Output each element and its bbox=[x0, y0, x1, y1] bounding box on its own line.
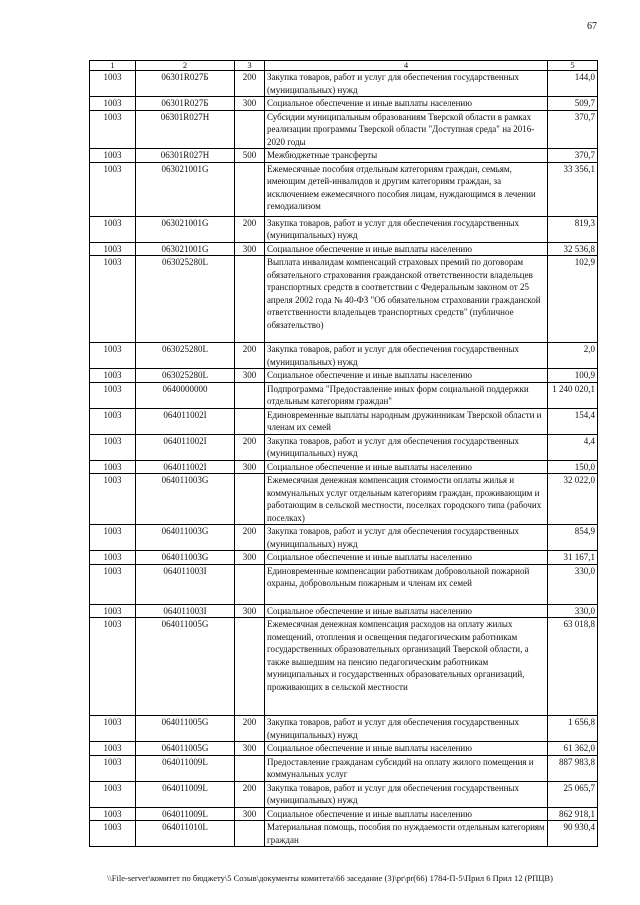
amount-cell: 150,0 bbox=[548, 460, 598, 474]
table-row bbox=[90, 755, 598, 781]
amount-cell: 90 930,4 bbox=[548, 821, 598, 847]
target-article-cell: 063021001G bbox=[136, 162, 235, 216]
description-cell: Социальное обеспечение и иные выплаты населению bbox=[265, 460, 548, 474]
expense-type-cell: 300 bbox=[235, 807, 265, 821]
expense-type-cell bbox=[235, 618, 265, 716]
expense-type-cell: 300 bbox=[235, 604, 265, 618]
table-row bbox=[90, 382, 598, 408]
description-cell: Ежемесячные пособия отдельным категориям граждан, семьям, имеющим детей-инвалидов и другим категориям граждан, за исключением ежемесячного пособия лицам, нуждающимся в лечении гемодиализом bbox=[265, 162, 548, 216]
section-code-cell: 1003 bbox=[90, 97, 136, 111]
description-cell: Субсидии муниципальным образованиям Тверской области в рамках реализации программы Тверской области "Доступная среда" на 2016-2020 годы bbox=[265, 110, 548, 149]
table-row bbox=[90, 71, 598, 97]
section-code-cell: 1003 bbox=[90, 162, 136, 216]
description-cell: Социальное обеспечение и иные выплаты населению bbox=[265, 742, 548, 756]
amount-cell: 32 536,8 bbox=[548, 242, 598, 256]
amount-cell: 100,9 bbox=[548, 369, 598, 383]
header-cell-3: 3 bbox=[235, 61, 265, 71]
target-article-cell: 064011005G bbox=[136, 618, 235, 716]
amount-cell: 1 656,8 bbox=[548, 716, 598, 742]
description-cell: Закупка товаров, работ и услуг для обеспечения государственных (муниципальных) нужд bbox=[265, 716, 548, 742]
section-code-cell: 1003 bbox=[90, 781, 136, 807]
budget-table-container bbox=[89, 60, 597, 847]
description-cell: Социальное обеспечение и иные выплаты населению bbox=[265, 551, 548, 565]
section-code-cell: 1003 bbox=[90, 149, 136, 163]
amount-cell: 32 022,0 bbox=[548, 474, 598, 525]
table-row bbox=[90, 408, 598, 434]
target-article-cell: 06301R027Н bbox=[136, 149, 235, 163]
header-cell-1: 1 bbox=[90, 61, 136, 71]
amount-cell: 102,9 bbox=[548, 256, 598, 343]
section-code-cell: 1003 bbox=[90, 564, 136, 604]
expense-type-cell bbox=[235, 408, 265, 434]
expense-type-cell: 300 bbox=[235, 460, 265, 474]
section-code-cell: 1003 bbox=[90, 742, 136, 756]
expense-type-cell bbox=[235, 110, 265, 149]
expense-type-cell bbox=[235, 256, 265, 343]
expense-type-cell: 500 bbox=[235, 149, 265, 163]
expense-type-cell bbox=[235, 162, 265, 216]
target-article-cell: 064011010L bbox=[136, 821, 235, 847]
table-row bbox=[90, 460, 598, 474]
amount-cell: 1 240 020,1 bbox=[548, 382, 598, 408]
table-row bbox=[90, 434, 598, 460]
target-article-cell: 063025280L bbox=[136, 343, 235, 369]
expense-type-cell: 200 bbox=[235, 216, 265, 242]
description-cell: Закупка товаров, работ и услуг для обеспечения государственных (муниципальных) нужд bbox=[265, 525, 548, 551]
expense-type-cell: 300 bbox=[235, 97, 265, 111]
expense-type-cell: 200 bbox=[235, 71, 265, 97]
section-code-cell: 1003 bbox=[90, 716, 136, 742]
section-code-cell: 1003 bbox=[90, 343, 136, 369]
amount-cell: 330,0 bbox=[548, 564, 598, 604]
section-code-cell: 1003 bbox=[90, 382, 136, 408]
table-row bbox=[90, 618, 598, 716]
amount-cell: 2,0 bbox=[548, 343, 598, 369]
amount-cell: 854,9 bbox=[548, 525, 598, 551]
target-article-cell: 064011003I bbox=[136, 604, 235, 618]
table-row bbox=[90, 242, 598, 256]
amount-cell: 509,7 bbox=[548, 97, 598, 111]
description-cell: Социальное обеспечение и иные выплаты населению bbox=[265, 242, 548, 256]
amount-cell: 61 362,0 bbox=[548, 742, 598, 756]
table-row bbox=[90, 716, 598, 742]
target-article-cell: 064011002I bbox=[136, 460, 235, 474]
section-code-cell: 1003 bbox=[90, 525, 136, 551]
description-cell: Закупка товаров, работ и услуг для обеспечения государственных (муниципальных) нужд bbox=[265, 343, 548, 369]
description-cell: Единовременные выплаты народным дружинникам Тверской области и членам их семей bbox=[265, 408, 548, 434]
table-row bbox=[90, 821, 598, 847]
section-code-cell: 1003 bbox=[90, 460, 136, 474]
section-code-cell: 1003 bbox=[90, 755, 136, 781]
section-code-cell: 1003 bbox=[90, 71, 136, 97]
header-cell-4: 4 bbox=[265, 61, 548, 71]
target-article-cell: 0640000000 bbox=[136, 382, 235, 408]
expense-type-cell bbox=[235, 382, 265, 408]
table-row bbox=[90, 256, 598, 343]
amount-cell: 370,7 bbox=[548, 110, 598, 149]
amount-cell: 33 356,1 bbox=[548, 162, 598, 216]
section-code-cell: 1003 bbox=[90, 474, 136, 525]
header-cell-5: 5 bbox=[548, 61, 598, 71]
description-cell: Социальное обеспечение и иные выплаты населению bbox=[265, 97, 548, 111]
amount-cell: 887 983,8 bbox=[548, 755, 598, 781]
target-article-cell: 06301R027Б bbox=[136, 71, 235, 97]
page-number: 67 bbox=[587, 21, 597, 32]
section-code-cell: 1003 bbox=[90, 216, 136, 242]
expense-type-cell: 300 bbox=[235, 551, 265, 565]
description-cell: Закупка товаров, работ и услуг для обеспечения государственных (муниципальных) нужд bbox=[265, 434, 548, 460]
section-code-cell: 1003 bbox=[90, 110, 136, 149]
section-code-cell: 1003 bbox=[90, 434, 136, 460]
description-cell: Выплата инвалидам компенсаций страховых премий по договорам обязательного страхования гражданской ответственности владельцев транспортных средств в соответствии с Федеральным законом от 25 апреля 2002 года № 40-ФЗ "Об обязательном страховании гражданской ответственности владельцев транспортных средств" (публичное обязательство) bbox=[265, 256, 548, 343]
expense-type-cell bbox=[235, 821, 265, 847]
expense-type-cell bbox=[235, 564, 265, 604]
amount-cell: 330,0 bbox=[548, 604, 598, 618]
target-article-cell: 064011003G bbox=[136, 525, 235, 551]
description-cell: Социальное обеспечение и иные выплаты населению bbox=[265, 807, 548, 821]
section-code-cell: 1003 bbox=[90, 604, 136, 618]
table-row bbox=[90, 551, 598, 565]
target-article-cell: 064011003G bbox=[136, 551, 235, 565]
table-row bbox=[90, 110, 598, 149]
amount-cell: 370,7 bbox=[548, 149, 598, 163]
target-article-cell: 064011009L bbox=[136, 807, 235, 821]
target-article-cell: 06301R027Н bbox=[136, 110, 235, 149]
table-row bbox=[90, 474, 598, 525]
expense-type-cell: 200 bbox=[235, 525, 265, 551]
expense-type-cell: 200 bbox=[235, 434, 265, 460]
target-article-cell: 063021001G bbox=[136, 216, 235, 242]
table-row bbox=[90, 525, 598, 551]
description-cell: Единовременные компенсации работникам добровольной пожарной охраны, добровольным пожарным и членам их семей bbox=[265, 564, 548, 604]
target-article-cell: 064011009L bbox=[136, 781, 235, 807]
section-code-cell: 1003 bbox=[90, 807, 136, 821]
description-cell: Социальное обеспечение и иные выплаты населению bbox=[265, 369, 548, 383]
amount-cell: 144,0 bbox=[548, 71, 598, 97]
expense-type-cell bbox=[235, 474, 265, 525]
amount-cell: 862 918,1 bbox=[548, 807, 598, 821]
target-article-cell: 063025280L bbox=[136, 369, 235, 383]
target-article-cell: 064011003I bbox=[136, 564, 235, 604]
table-row bbox=[90, 564, 598, 604]
table-row bbox=[90, 781, 598, 807]
table-row bbox=[90, 369, 598, 383]
amount-cell: 25 065,7 bbox=[548, 781, 598, 807]
expense-type-cell: 200 bbox=[235, 716, 265, 742]
description-cell: Предоставление гражданам субсидий на оплату жилого помещения и коммунальных услуг bbox=[265, 755, 548, 781]
target-article-cell: 064011003G bbox=[136, 474, 235, 525]
table-row bbox=[90, 742, 598, 756]
expense-type-cell: 300 bbox=[235, 242, 265, 256]
description-cell: Социальное обеспечение и иные выплаты населению bbox=[265, 604, 548, 618]
target-article-cell: 064011005G bbox=[136, 716, 235, 742]
description-cell: Закупка товаров, работ и услуг для обеспечения государственных (муниципальных) нужд bbox=[265, 71, 548, 97]
target-article-cell: 063021001G bbox=[136, 242, 235, 256]
section-code-cell: 1003 bbox=[90, 256, 136, 343]
target-article-cell: 064011002I bbox=[136, 434, 235, 460]
amount-cell: 154,4 bbox=[548, 408, 598, 434]
table-row bbox=[90, 807, 598, 821]
amount-cell: 819,3 bbox=[548, 216, 598, 242]
section-code-cell: 1003 bbox=[90, 551, 136, 565]
description-cell: Ежемесячная денежная компенсация стоимости оплаты жилья и коммунальных услуг отдельным категориям граждан, проживающим и работающим в сельской местности, поселках городского типа (рабочих поселках) bbox=[265, 474, 548, 525]
expense-type-cell bbox=[235, 755, 265, 781]
section-code-cell: 1003 bbox=[90, 242, 136, 256]
section-code-cell: 1003 bbox=[90, 408, 136, 434]
description-cell: Подпрограмма "Предоставление иных форм социальной поддержки отдельным категориям граждан" bbox=[265, 382, 548, 408]
target-article-cell: 06301R027Б bbox=[136, 97, 235, 111]
table-row bbox=[90, 604, 598, 618]
description-cell: Межбюджетные трансферты bbox=[265, 149, 548, 163]
target-article-cell: 064011005G bbox=[136, 742, 235, 756]
table-row bbox=[90, 97, 598, 111]
table-row bbox=[90, 343, 598, 369]
amount-cell: 4,4 bbox=[548, 434, 598, 460]
target-article-cell: 064011002I bbox=[136, 408, 235, 434]
table-header-row bbox=[90, 61, 598, 71]
section-code-cell: 1003 bbox=[90, 618, 136, 716]
expense-type-cell: 200 bbox=[235, 343, 265, 369]
description-cell: Ежемесячная денежная компенсация расходов на оплату жилых помещений, отопления и освещения педагогическим работникам государственных образовательных организаций Тверской области, а также вышедшим на пенсию педагогическим работникам муниципальных и государственных образовательных организаций, проживающих в сельской местности bbox=[265, 618, 548, 716]
table-row bbox=[90, 216, 598, 242]
budget-table bbox=[89, 60, 598, 847]
table-row bbox=[90, 149, 598, 163]
file-path-footer: \\File-server\комитет по бюджету\5 Созыв\документы комитета\66 заседание (3)\pr\pr(66) 1784-П-5\Прил 6 Прил 12 (РПЦВ) bbox=[107, 873, 553, 883]
amount-cell: 31 167,1 bbox=[548, 551, 598, 565]
target-article-cell: 063025280L bbox=[136, 256, 235, 343]
expense-type-cell: 300 bbox=[235, 369, 265, 383]
section-code-cell: 1003 bbox=[90, 821, 136, 847]
description-cell: Материальная помощь, пособия по нуждаемости отдельным категориям граждан bbox=[265, 821, 548, 847]
table-row bbox=[90, 162, 598, 216]
header-cell-2: 2 bbox=[136, 61, 235, 71]
description-cell: Закупка товаров, работ и услуг для обеспечения государственных (муниципальных) нужд bbox=[265, 781, 548, 807]
section-code-cell: 1003 bbox=[90, 369, 136, 383]
expense-type-cell: 300 bbox=[235, 742, 265, 756]
description-cell: Закупка товаров, работ и услуг для обеспечения государственных (муниципальных) нужд bbox=[265, 216, 548, 242]
amount-cell: 63 018,8 bbox=[548, 618, 598, 716]
expense-type-cell: 200 bbox=[235, 781, 265, 807]
target-article-cell: 064011009L bbox=[136, 755, 235, 781]
